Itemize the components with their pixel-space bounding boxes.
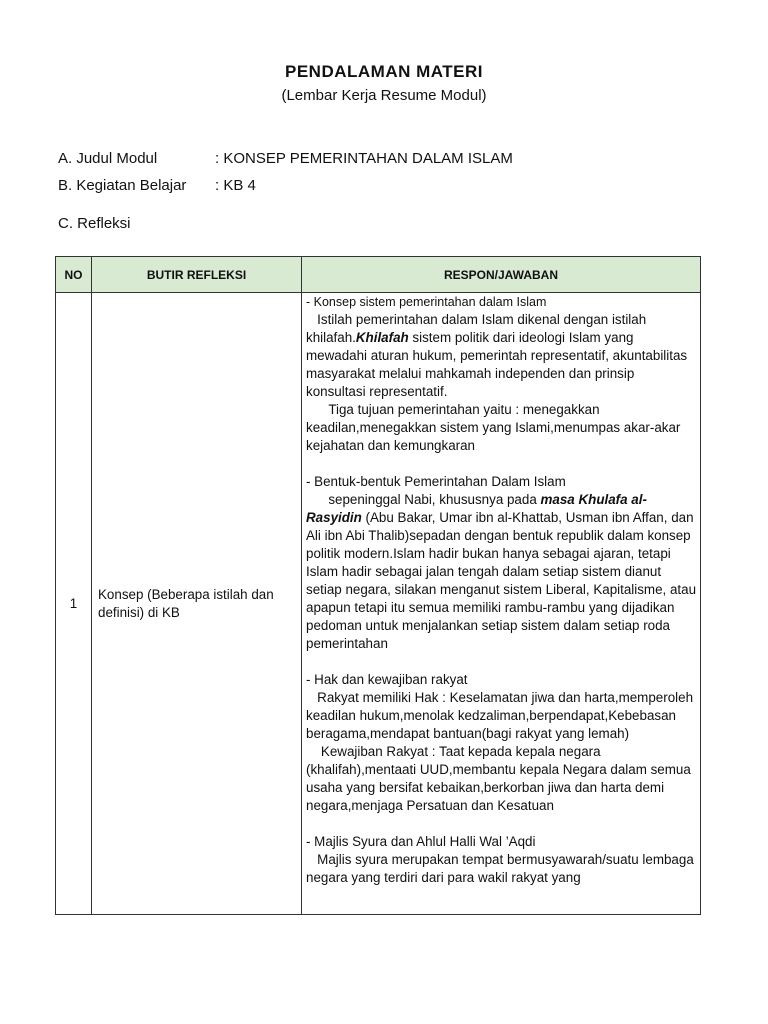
response-paragraph: Majlis syura merupakan tempat bermusyawarah/suatu lembaga negara yang terdiri dari para wakil rakyat yang: [306, 852, 698, 885]
header-no: NO: [56, 257, 92, 293]
page-title: PENDALAMAN MATERI: [284, 62, 483, 81]
reflection-table: [55, 256, 701, 915]
response-paragraph: Kewajiban Rakyat : Taat kepada kepala negara (khalifah),mentaati UUD,membantu kepala Negara dalam semua usaha yang bersifat kebaikan,berkorban jiwa dan harta demi negara,menjaga Persatuan dan Kesatuan: [306, 744, 695, 813]
learning-activity-value: : KB 4: [215, 177, 256, 194]
response-paragraph: Istilah pemerintahan dalam Islam dikenal dengan istilah khilafah.Khilafah sistem politik dari ideologi Islam yang mewadahi aturan hukum, pemerintah representatif, akuntabilitas masyarakat melalui mahkamah independen dan prinsip konsultasi representatif.: [306, 312, 691, 399]
response-paragraph: Rakyat memiliki Hak : Keselamatan jiwa dan harta,memperoleh keadilan hukum,menolak kedzaliman,berpendapat,Kebebasan beragama,mendapat bantuan(bagi rakyat yang lemah): [306, 690, 697, 741]
module-title-label: A. Judul Modul: [58, 150, 158, 167]
section-heading: - Hak dan kewajiban rakyat: [306, 672, 468, 687]
section-heading: - Bentuk-bentuk Pemerintahan Dalam Islam: [306, 474, 566, 489]
header-butir-refleksi: BUTIR REFLEKSI: [92, 257, 302, 293]
section-heading: - Majlis Syura dan Ahlul Halli Wal ’Aqdi: [306, 834, 536, 849]
learning-activity-row: [58, 177, 256, 194]
module-title-row: [58, 150, 513, 167]
response-cell: [302, 293, 701, 915]
header-respon-jawaban: RESPON/JAWABAN: [302, 257, 701, 293]
response-paragraph: Tiga tujuan pemerintahan yaitu : menegakkan keadilan,menegakkan sistem yang Islami,menumpas akar-akar kejahatan dan kemungkaran: [306, 402, 685, 453]
section-heading: - Konsep sistem pemerintahan dalam Islam: [306, 295, 547, 309]
reflection-item: Konsep (Beberapa istilah dan definisi) di KB: [92, 293, 302, 915]
reflection-label: C. Refleksi: [58, 215, 131, 232]
page-subtitle: (Lembar Kerja Resume Modul): [281, 87, 487, 104]
learning-activity-label: B. Kegiatan Belajar: [58, 177, 187, 194]
row-number: 1: [56, 293, 92, 915]
module-title-value: : KONSEP PEMERINTAHAN DALAM ISLAM: [215, 150, 513, 167]
table-header-row: [56, 257, 701, 293]
table-row: [56, 293, 701, 915]
response-paragraph: sepeninggal Nabi, khususnya pada masa Khulafa al-Rasyidin (Abu Bakar, Umar ibn al-Khattab, Usman ibn Affan, dan Ali ibn Abi Thalib)sepadan dengan bentuk republik dalam konsep politik modern.Islam hadir bukan hanya sebagai ajaran, tetapi Islam hadir sebagai jalan tengah dalam setiap sistem dianut setiap negara, silakan menganut sistem Liberal, Kapitalisme, atau apapun tetapi itu semua memiliki rambu-rambu yang dijadikan pedoman untuk menjalankan setiap sistem dalam setiap roda pemerintahan: [306, 492, 700, 651]
